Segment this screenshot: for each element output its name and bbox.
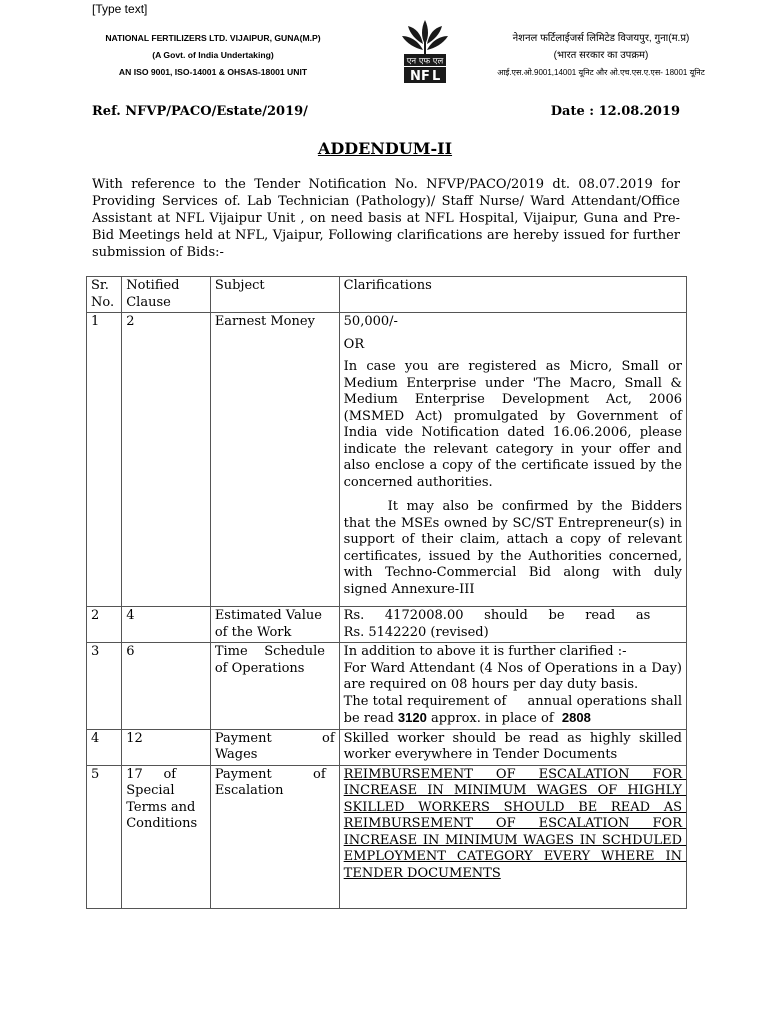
logo-hindi-text: एन एफ एल — [406, 56, 444, 67]
cell-sr: 3 — [87, 643, 122, 730]
cell-clarification — [339, 313, 686, 607]
cell-subject: Time Schedule of Operations — [210, 643, 339, 730]
cell-clause: 2 — [122, 313, 211, 607]
emd-amount: 50,000/- — [343, 314, 398, 329]
document-date: Date : 12.08.2019 — [550, 104, 680, 119]
cell-clarification — [339, 607, 686, 643]
header-notified-clause: Notified Clause — [122, 277, 211, 313]
header-sr-no: Sr. No. — [87, 277, 122, 313]
cell-clause: 17 of Special Terms and Conditions — [122, 765, 211, 908]
document-title: ADDENDUM-II — [317, 139, 453, 158]
cell-clause: 12 — [122, 729, 211, 765]
cell-clause: 4 — [122, 607, 211, 643]
cell-clarification — [339, 643, 686, 730]
annual-ops-new-value: 3120 — [397, 710, 427, 725]
sc-st-clause: It may also be confirmed by the Bidders that the MSEs owned by SC/ST Entrepreneur(s) in support of their claim, attach a copy of relevant certificates, issued by the Authorities concerned, with Techno-Commercial Bid along with duly signed Annexure-III — [343, 499, 682, 597]
logo-letter-l: L — [432, 69, 441, 84]
header-subject: Subject — [210, 277, 339, 313]
annual-ops-text-c: approx. in place of — [426, 711, 562, 726]
table-row — [87, 643, 687, 730]
table-row — [87, 313, 687, 607]
estimated-value-old: Rs. 4172008.00 should be read as — [343, 608, 651, 623]
company-name: NATIONAL FERTILIZERS LTD. VIJAIPUR, GUNA(M.P) — [105, 33, 321, 43]
cell-sr: 1 — [87, 313, 122, 607]
company-name-hindi: नेशनल फर्टिलाईजर्स लिमिटेड विजयपुर, गुना(म.प्र) — [512, 33, 690, 44]
govt-undertaking: (A Govt. of India Undertaking) — [152, 50, 274, 60]
table-row — [87, 729, 687, 765]
ward-attendant-note: For Ward Attendant (4 Nos of Operations in a Day) are required on 08 hours per day duty basis. — [343, 660, 682, 692]
cell-subject: Earnest Money — [210, 313, 339, 607]
logo-letter-f: F — [421, 69, 430, 84]
clarifications-table — [86, 276, 687, 909]
annual-ops-old-value: 2808 — [561, 710, 591, 725]
cell-sr: 2 — [87, 607, 122, 643]
annual-operations-note — [343, 693, 687, 728]
cell-subject: Estimated Value of the Work — [210, 607, 339, 643]
cell-clarification: Skilled worker should be read as highly skilled worker everywhere in Tender Documents — [339, 729, 686, 765]
table-row — [87, 607, 687, 643]
company-header-hindi — [470, 30, 732, 81]
iso-certification-hindi: आई.एस.ओ.9001,14001 यूनिट और ओ.एच.एस.ए.एस- 18001 यूनिट — [497, 68, 705, 77]
time-schedule-intro: In addition to above it is further clarified :- — [343, 644, 627, 659]
table-header-row — [87, 277, 687, 313]
cell-subject: Payment of Escalation — [210, 765, 339, 908]
iso-certification: AN ISO 9001, ISO-14001 & OHSAS-18001 UNIT — [118, 67, 308, 77]
reference-number: Ref. NFVP/PACO/Estate/2019/ — [92, 104, 308, 119]
cell-sr: 4 — [87, 729, 122, 765]
company-header-english — [88, 30, 338, 81]
logo-letter-n: N — [410, 69, 421, 84]
cell-subject: Payment of Wages — [210, 729, 339, 765]
intro-paragraph: With reference to the Tender Notification No. NFVP/PACO/2019 dt. 08.07.2019 for Providing Services of. Lab Technician (Pathology)/ Staff Nurse/ Ward Attendant/Office Assistant at NFL Vijaipur Unit , on need basis at NFL Hospital, Vijaipur, Guna and Pre-Bid Meetings held at NFL, Vjaipur, Following clarifications are hereby issued for further submission of Bids:- — [92, 177, 680, 260]
cell-sr: 5 — [87, 765, 122, 908]
cell-clause: 6 — [122, 643, 211, 730]
annual-ops-text-a: The total requirement of annual operations shall be read — [343, 693, 687, 726]
emd-or: OR — [343, 336, 365, 352]
govt-undertaking-hindi: (भारत सरकार का उपक्रम) — [553, 50, 649, 61]
nfl-leaf-logo — [390, 14, 460, 86]
header-clarifications: Clarifications — [339, 277, 686, 313]
table-row — [87, 765, 687, 908]
estimated-value-revised: Rs. 5142220 (revised) — [343, 624, 489, 640]
msme-clause: In case you are registered as Micro, Small or Medium Enterprise under 'The Macro, Small & Medium Enterprise Development Act, 2006 (MSMED Act) promulgated by Government of India vide Notification dated 16.06.2006, please indicate the relevant category in your offer and also enclose a copy of the certificate issued by the concerned authorities. — [343, 359, 682, 490]
type-text-placeholder: [Type text] — [92, 2, 148, 16]
cell-clarification: REIMBURSEMENT OF ESCALATION FOR INCREASE IN MINIMUM WAGES OF HIGHLY SKILLED WORKERS SHOULD BE READ AS REIMBURSEMENT OF ESCALATION FOR INCREASE IN MINIMUM WAGES IN SCHDULED EMPLOYMENT CATEGORY EVERY WHERE IN TENDER DOCUMENTS — [339, 765, 686, 908]
